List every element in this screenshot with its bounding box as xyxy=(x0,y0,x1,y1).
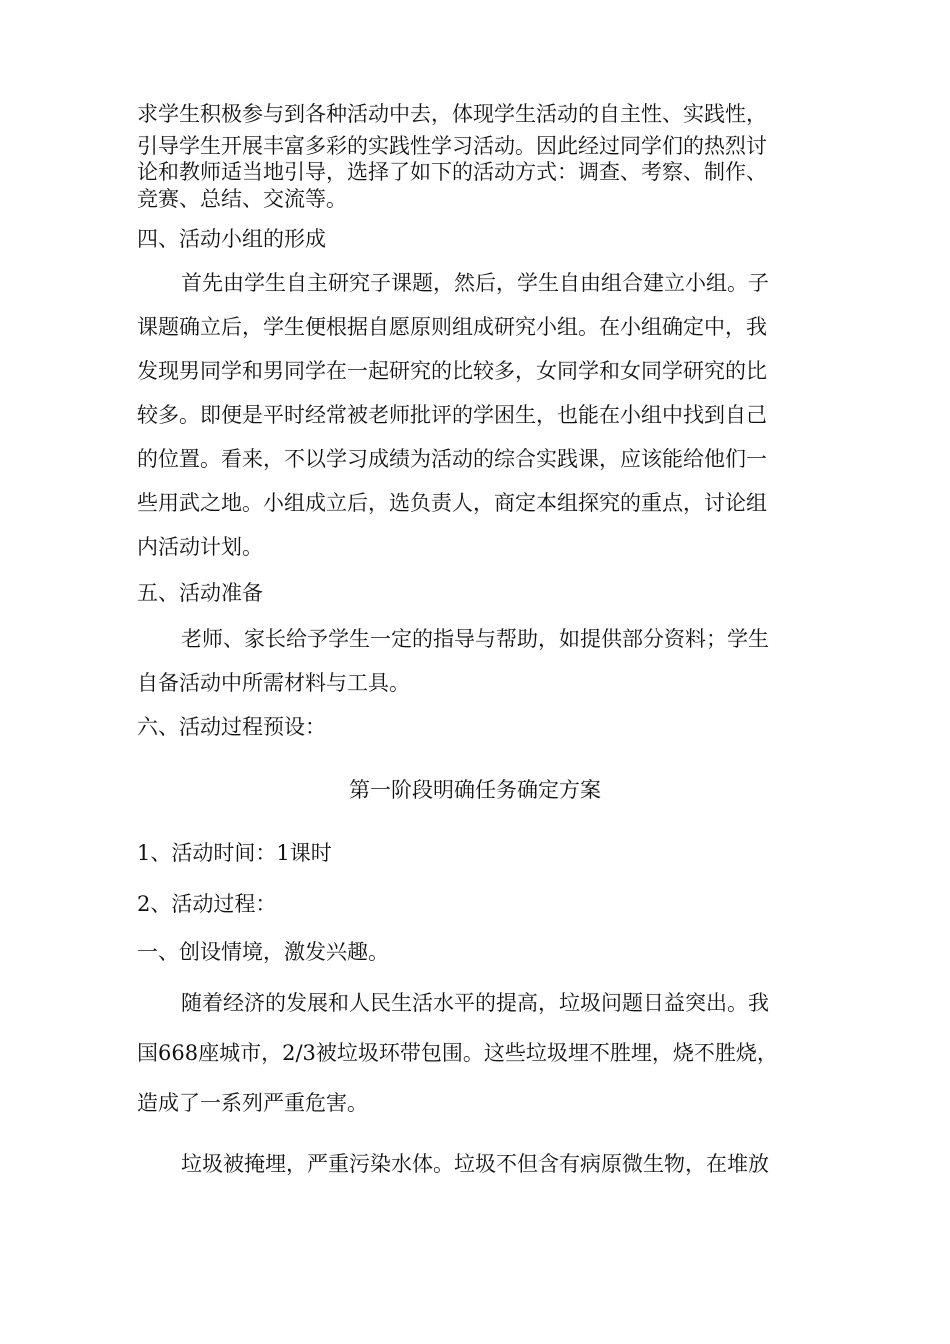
sub-heading: 一、创设情境，激发兴趣。 xyxy=(137,940,389,964)
intro-line-3: 论和教师适当地引导，选择了如下的活动方式：调查、考察、制作、 xyxy=(137,160,767,184)
section-4-line-1: 首先由学生自主研究子课题，然后，学生自由组合建立小组。子 xyxy=(181,271,769,295)
activity-process: 2、活动过程： xyxy=(137,892,277,916)
paragraph-1-line-1: 随着经济的发展和人民生活水平的提高，垃圾问题日益突出。我 xyxy=(181,991,769,1015)
section-5-line-2: 自备活动中所需材料与工具。 xyxy=(137,671,410,695)
section-6-heading: 六、活动过程预设： xyxy=(137,715,326,739)
intro-line-4: 竞赛、总结、交流等。 xyxy=(137,187,347,211)
section-5-heading: 五、活动准备 xyxy=(137,581,263,605)
section-4-line-5: 的位置。看来，不以学习成绩为活动的综合实践课，应该能给他们一 xyxy=(137,447,767,471)
stage-title: 第一阶段明确任务确定方案 xyxy=(349,778,601,802)
paragraph-1-line-3: 造成了一系列严重危害。 xyxy=(137,1091,368,1115)
section-4-line-2: 课题确立后，学生便根据自愿原则组成研究小组。在小组确定中，我 xyxy=(137,315,767,339)
section-4-line-7: 内活动计划。 xyxy=(137,535,263,559)
section-4-line-3: 发现男同学和男同学在一起研究的比较多，女同学和女同学研究的比 xyxy=(137,359,767,383)
paragraph-2-line-1: 垃圾被掩埋，严重污染水体。垃圾不但含有病原微生物，在堆放 xyxy=(181,1152,769,1176)
activity-time: 1、活动时间：1课时 xyxy=(137,841,332,865)
paragraph-1-line-2: 国668座城市，2/3被垃圾环带包围。这些垃圾埋不胜埋，烧不胜烧， xyxy=(137,1041,778,1065)
intro-line-2: 引导学生开展丰富多彩的实践性学习活动。因此经过同学们的热烈讨 xyxy=(137,134,767,158)
section-4-heading: 四、活动小组的形成 xyxy=(137,227,326,251)
section-4-line-4: 较多。即便是平时经常被老师批评的学困生，也能在小组中找到自己 xyxy=(137,403,767,427)
section-5-line-1: 老师、家长给予学生一定的指导与帮助，如提供部分资料；学生 xyxy=(181,627,769,651)
intro-line-1: 求学生积极参与到各种活动中去，体现学生活动的自主性、实践性， xyxy=(137,102,767,126)
section-4-line-6: 些用武之地。小组成立后，选负责人，商定本组探究的重点，讨论组 xyxy=(137,491,767,515)
